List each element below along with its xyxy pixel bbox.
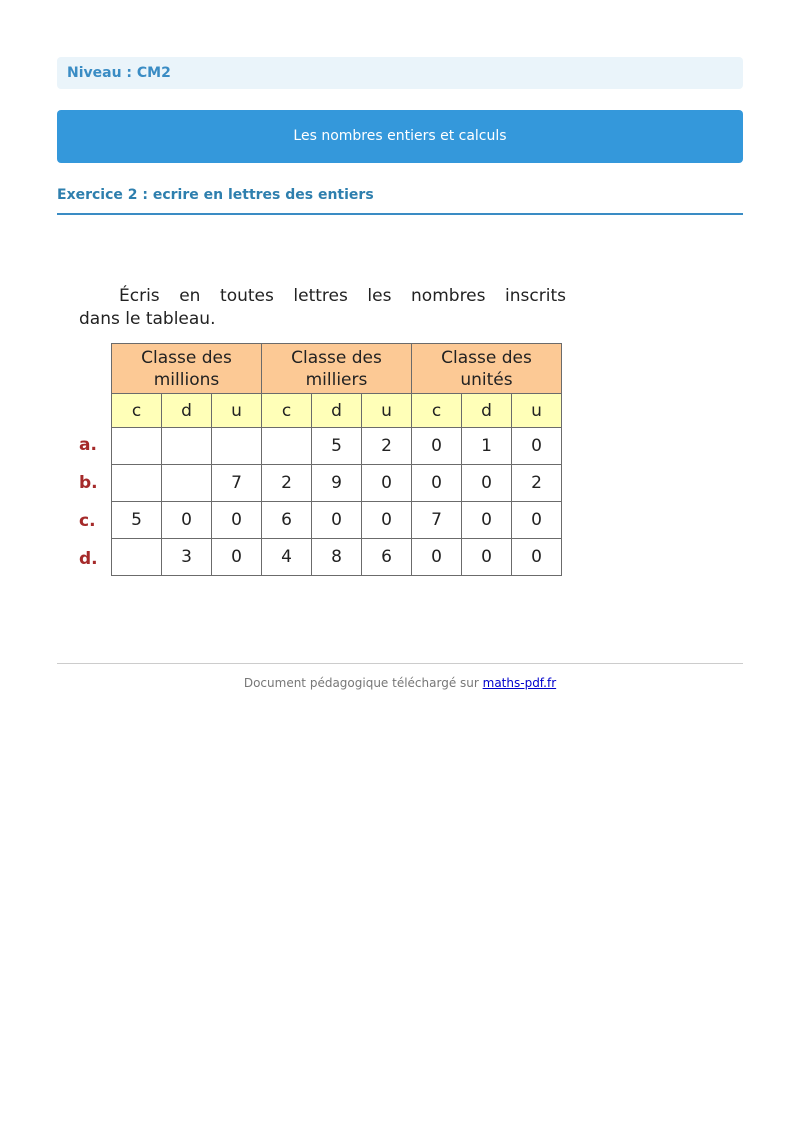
table-cell: 2 xyxy=(512,465,562,502)
class-header-line: millions xyxy=(153,369,220,390)
table-cell: 0 xyxy=(412,465,462,502)
number-table xyxy=(111,343,562,576)
table-cell xyxy=(162,465,212,502)
subheader-cell: d xyxy=(312,394,362,428)
class-header-line: milliers xyxy=(305,369,368,390)
footer-divider xyxy=(57,663,743,664)
class-header-line: Classe des xyxy=(141,347,232,368)
footer xyxy=(57,676,743,690)
row-label: d. xyxy=(79,549,98,569)
table-cell: 0 xyxy=(462,465,512,502)
footer-text: Document pédagogique téléchargé sur xyxy=(243,676,483,690)
level-label: Niveau : CM2 xyxy=(67,65,171,81)
table-cell: 0 xyxy=(212,539,262,576)
table-row xyxy=(112,539,562,576)
table-cell: 0 xyxy=(412,539,462,576)
row-label: c. xyxy=(79,511,96,531)
table-cell xyxy=(262,428,312,465)
table-cell: 0 xyxy=(462,539,512,576)
subheader-cell: d xyxy=(462,394,512,428)
table-cell: 3 xyxy=(162,539,212,576)
table-cell xyxy=(112,539,162,576)
table-cell: 2 xyxy=(262,465,312,502)
class-header-line: Classe des xyxy=(291,347,382,368)
table-body xyxy=(112,428,562,576)
table-cell xyxy=(112,428,162,465)
page-title: Les nombres entiers et calculs xyxy=(293,128,507,144)
table-cell: 0 xyxy=(512,502,562,539)
table-cell: 2 xyxy=(362,428,412,465)
subheader-cell: u xyxy=(512,394,562,428)
table-cell: 5 xyxy=(112,502,162,539)
subheader-cell: c xyxy=(262,394,312,428)
class-header-line: Classe des xyxy=(441,347,532,368)
table-cell: 0 xyxy=(462,502,512,539)
table-cell: 8 xyxy=(312,539,362,576)
table-cell: 0 xyxy=(362,502,412,539)
subheader-cell: d xyxy=(162,394,212,428)
table-cell: 6 xyxy=(262,502,312,539)
table-row xyxy=(112,502,562,539)
table-cell: 4 xyxy=(262,539,312,576)
subheader-cell: u xyxy=(212,394,262,428)
subheader-cell: u xyxy=(362,394,412,428)
table-cell xyxy=(162,428,212,465)
table-cell: 7 xyxy=(212,465,262,502)
table-cell: 0 xyxy=(512,428,562,465)
class-header-line: unités xyxy=(460,369,513,390)
table-row xyxy=(112,428,562,465)
subheader-cell: c xyxy=(112,394,162,428)
class-header-unites xyxy=(412,344,562,394)
table-cell: 0 xyxy=(362,465,412,502)
instruction-line-2: dans le tableau. xyxy=(79,309,216,329)
title-banner xyxy=(57,110,743,163)
subheader-row xyxy=(112,394,562,428)
class-header-millions xyxy=(112,344,262,394)
table-cell: 1 xyxy=(462,428,512,465)
table-cell: 0 xyxy=(412,428,462,465)
table-cell: 0 xyxy=(312,502,362,539)
table-cell: 6 xyxy=(362,539,412,576)
table-cell xyxy=(212,428,262,465)
table-cell: 9 xyxy=(312,465,362,502)
exercise-heading: Exercice 2 : ecrire en lettres des entiers xyxy=(57,185,743,215)
exercise-instruction xyxy=(79,285,566,331)
class-header-milliers xyxy=(262,344,412,394)
table-cell: 0 xyxy=(512,539,562,576)
table-row xyxy=(112,465,562,502)
row-label: b. xyxy=(79,473,98,493)
instruction-line-1: Écris en toutes lettres les nombres inscrits xyxy=(119,286,566,306)
table-cell: 7 xyxy=(412,502,462,539)
table-cell xyxy=(112,465,162,502)
row-label: a. xyxy=(79,435,97,455)
level-banner xyxy=(57,57,743,89)
table-cell: 0 xyxy=(212,502,262,539)
footer-link[interactable]: maths-pdf.fr xyxy=(482,676,557,690)
table-cell: 5 xyxy=(312,428,362,465)
table-cell: 0 xyxy=(162,502,212,539)
subheader-cell: c xyxy=(412,394,462,428)
